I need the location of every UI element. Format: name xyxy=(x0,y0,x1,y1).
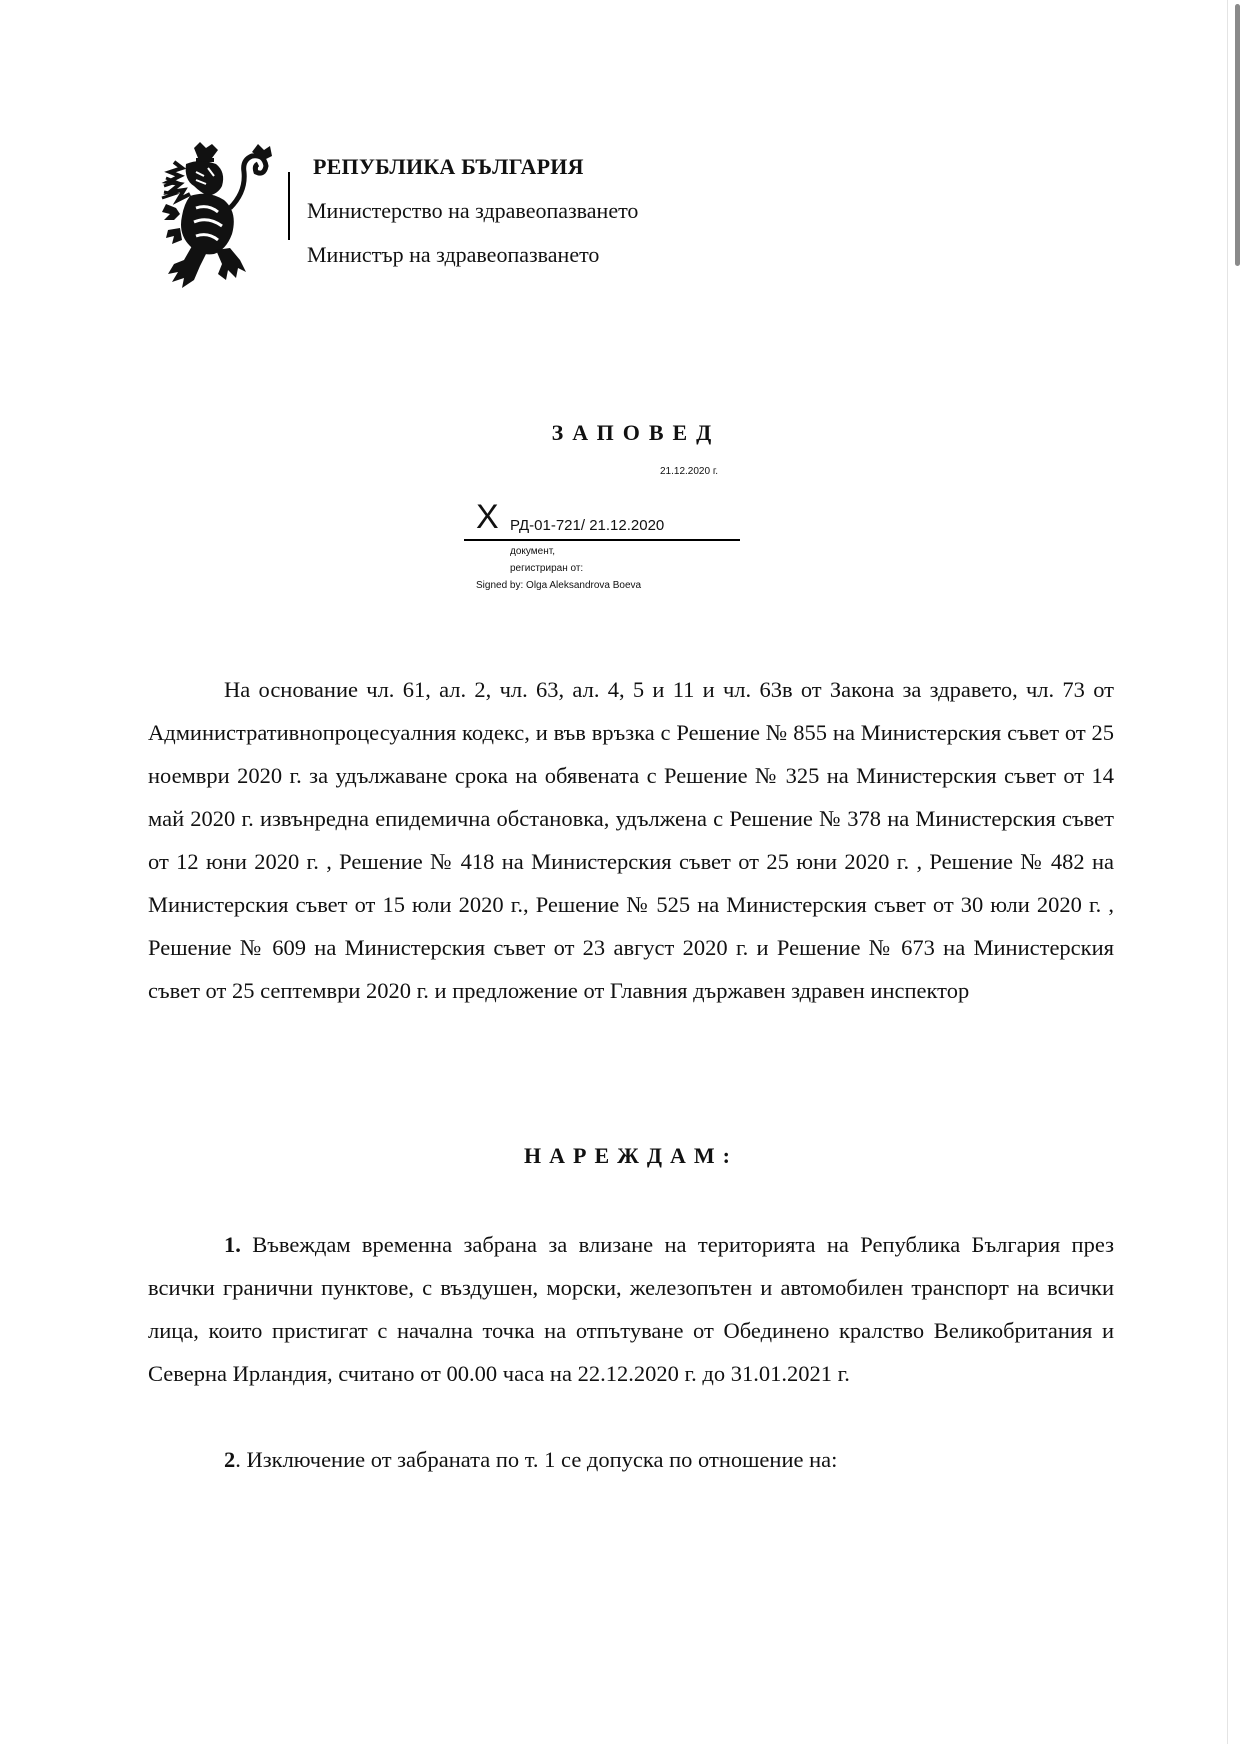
document-title: ЗАПОВЕД xyxy=(551,420,721,445)
republic-heading: РЕПУБЛИКА БЪЛГАРИЯ xyxy=(313,154,584,179)
order-point-2 xyxy=(148,1438,1114,1481)
signature-date: 21.12.2020 г. xyxy=(660,466,719,477)
point-body: . Изключение от забраната по т. 1 се допуска по отношение на: xyxy=(235,1447,838,1472)
order-point-1 xyxy=(148,1223,1114,1395)
minister-title: Министър на здравеопазването xyxy=(307,242,600,267)
ministry-name: Министерство на здравеопазването xyxy=(307,198,639,223)
order-point-text xyxy=(148,1438,1114,1481)
signature-x-mark: X xyxy=(476,498,499,536)
registration-number: РД-01-721/ 21.12.2020 xyxy=(510,517,665,534)
signature-line xyxy=(464,539,740,541)
point-body: Въвеждам временна забрана за влизане на територията на Република България през всички гранични пунктове, с въздушен, морски, железопътен и автомобилен транспорт на всички лица, които пристигат с начална точка на отпътуване от Обединено кралство Великобритания и Северна Ирландия, считано от 00.00 часа на 22.12.2020 г. до 31.01.2021 г. xyxy=(148,1232,1114,1386)
order-heading: НАРЕЖДАМ: xyxy=(524,1143,738,1168)
point-number: 1. xyxy=(224,1232,241,1257)
bulgarian-lion-coat-of-arms-icon xyxy=(160,142,278,290)
intro-text: На основание чл. 61, ал. 2, чл. 63, ал. 4, 5 и 11 и чл. 63в от Закона за здравето, чл. 73 от Административнопроцесуалния кодекс, и във връзка с Решение № 855 на Министерския съвет от 25 ноември 2020 г. за удължаване срока на обявената с Решение № 325 на Министерския съвет от 14 май 2020 г. извънредна епидемична обстановка, удължена с Решение № 378 на Министерския съвет от 12 юни 2020 г. , Решение № 418 на Министерския съвет от 25 юни 2020 г. , Решение № 482 на Министерския съвет от 15 юли 2020 г., Решение № 525 на Министерския съвет от 30 юли 2020 г. , Решение № 609 на Министерския съвет от 23 август 2020 г. и Решение № 673 на Министерския съвет от 25 септември 2020 г. и предложение от Главния държавен здравен инспектор xyxy=(148,677,1114,1003)
signature-registered-label: регистриран от: xyxy=(510,563,584,574)
page-edge xyxy=(1227,0,1228,1744)
signed-by: Signed by: Olga Aleksandrova Boeva xyxy=(476,580,642,591)
order-point-text xyxy=(148,1223,1114,1395)
point-number: 2 xyxy=(224,1447,236,1472)
header-divider xyxy=(288,172,290,240)
vertical-scrollbar[interactable] xyxy=(1230,0,1242,1744)
scrollbar-thumb[interactable] xyxy=(1235,4,1240,266)
signature-document-label: документ, xyxy=(510,546,555,557)
intro-paragraph xyxy=(148,668,1114,1012)
